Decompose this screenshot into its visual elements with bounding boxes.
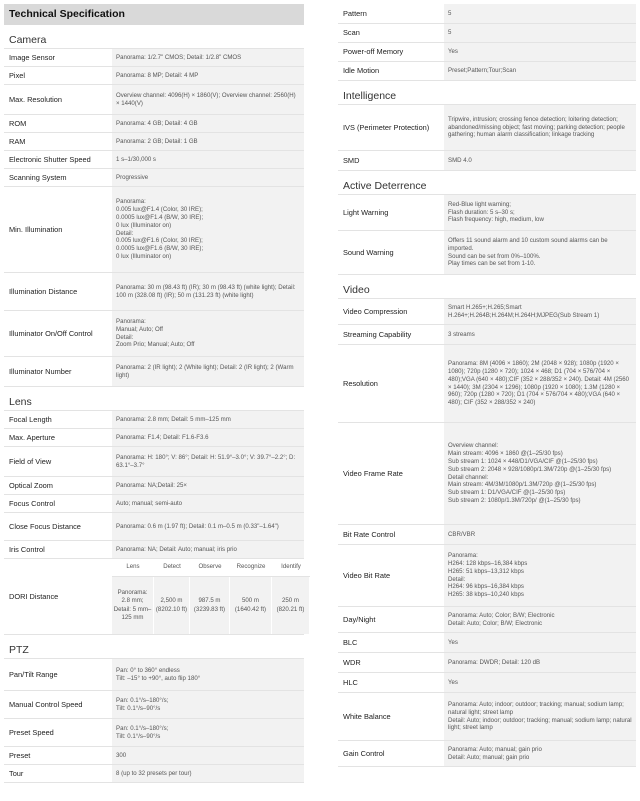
spec-value: Panorama: 2.8 mm; Detail: 5 mm–125 mm xyxy=(112,411,304,428)
spec-label: Video Compression xyxy=(343,306,408,316)
spec-value: Panorama: 30 m (98.43 ft) (IR); 30 m (98.43 ft) (white light); Detail: 100 m (328.08 ft) (IR); 50 m (131.23 ft) (white light) xyxy=(112,273,304,310)
spec-value: Panorama: F1.4; Detail: F1.6-F3.6 xyxy=(112,429,304,446)
spec-value: Offers 11 sound alarm and 10 custom sound alarms can be imported. Sound can be set from 0%–100%. Play times can be set from 1-10. xyxy=(444,231,636,274)
spec-label: Video Bit Rate xyxy=(343,570,391,580)
left-column xyxy=(4,4,304,783)
spec-value: Panorama: 8 MP; Detail: 4 MP xyxy=(112,67,304,84)
spec-value: 3 streams xyxy=(444,325,636,344)
spec-value: Panorama: H264: 128 kbps–16,384 kbps H265: 51 kbps–13,312 kbps Detail: H264: 96 kbps–16,384 kbps H265: 38 kbps–10,240 kbps xyxy=(444,545,636,606)
spec-row xyxy=(338,43,636,62)
dori-row xyxy=(4,559,304,635)
spec-label: Focal Length xyxy=(9,414,52,424)
spec-row xyxy=(4,447,304,477)
dori-header: Detect xyxy=(163,563,181,571)
dori-cell: 500 m (1640.42 ft) xyxy=(230,577,272,634)
spec-row xyxy=(338,633,636,653)
dori-cell: 250 m (820.21 ft) xyxy=(272,577,310,634)
section-heading-lens: Lens xyxy=(4,393,304,411)
spec-row xyxy=(4,357,304,387)
spec-label: IVS (Perimeter Protection) xyxy=(343,122,430,132)
dori-header-row xyxy=(112,559,310,577)
spec-label: BLC xyxy=(343,637,358,647)
spec-value: Pan: 0.1°/s–180°/s; Tilt: 0.1°/s–90°/s xyxy=(112,691,304,718)
spec-value: Pan: 0.1°/s–180°/s; Tilt: 0.1°/s–90°/s xyxy=(112,719,304,746)
spec-label: Manual Control Speed xyxy=(9,699,83,709)
spec-row xyxy=(4,747,304,765)
spec-label: ROM xyxy=(9,118,27,128)
spec-row xyxy=(4,477,304,495)
spec-row xyxy=(338,525,636,545)
spec-value: Panorama: 0.005 lux@F1.4 (Color, 30 IRE); 0.0005 lux@F1.4 (B/W, 30 IRE); 0 lux (Illuminator on) Detail: 0.005 lux@F1.6 (Color, 30 IRE); 0.0005 lux@F1.6 (B/W, 30 IRE); 0 lux (Illuminator on) xyxy=(112,187,304,272)
dori-header: Observe xyxy=(198,563,222,571)
spec-label: Preset Speed xyxy=(9,727,54,737)
spec-value: Panorama: Auto; indoor; outdoor; tracking; manual; sodium lamp; natural light; street lamp Detail: Auto; indoor; outdoor; tracking; manual; sodium lamp; natural light; street lamp xyxy=(444,693,636,740)
spec-label: Pixel xyxy=(9,70,26,80)
spec-value: Panorama: NA;Detail: 25× xyxy=(112,477,304,494)
spec-value: Tripwire, intrusion; crossing fence detection; loitering detection; abandoned/missing object; fast moving; parking detection; people gathering; human alarm classification; linkage tracking xyxy=(444,105,636,150)
spec-value: Panorama: Auto; Color; B/W; Electronic Detail: Auto; Color; B/W; Electronic xyxy=(444,607,636,632)
spec-label: HLC xyxy=(343,677,358,687)
section-heading-active-deterrence: Active Deterrence xyxy=(338,177,636,195)
spec-value: 1 s–1/30,000 s xyxy=(112,151,304,168)
spec-label: RAM xyxy=(9,136,26,146)
dori-table xyxy=(112,559,310,634)
spec-value: Panorama: Auto; manual; gain prio Detail: Auto; manual; gain prio xyxy=(444,741,636,766)
dori-cell: 987.5 m (3239.83 ft) xyxy=(190,577,230,634)
spec-value: Auto; manual; semi-auto xyxy=(112,495,304,512)
spec-row xyxy=(338,653,636,673)
spec-label: Pan/Tilt Range xyxy=(9,669,58,679)
spec-row xyxy=(4,169,304,187)
spec-value: Smart H.265+;H.265;Smart H.264+;H.264B;H.264M;H.264H;MJPEG(Sub Stream 1) xyxy=(444,299,636,324)
spec-label: Electronic Shutter Speed xyxy=(9,154,91,164)
spec-label: Preset xyxy=(9,750,31,760)
spec-label: Pattern xyxy=(343,8,367,18)
spec-label: Close Focus Distance xyxy=(9,521,81,531)
spec-row xyxy=(4,411,304,429)
spec-row xyxy=(4,659,304,691)
spec-row xyxy=(338,325,636,345)
spec-value: Pan: 0° to 360° endless Tilt: –15° to +90°, auto flip 180° xyxy=(112,659,304,690)
spec-row xyxy=(4,765,304,783)
spec-label: Power-off Memory xyxy=(343,47,404,57)
spec-row xyxy=(338,231,636,275)
spec-label: Iris Control xyxy=(9,544,45,554)
spec-value: Yes xyxy=(444,43,636,61)
section-video xyxy=(338,299,636,767)
spec-row xyxy=(338,607,636,633)
section-ptz xyxy=(4,659,304,783)
spec-value: Yes xyxy=(444,673,636,692)
spec-value: Progressive xyxy=(112,169,304,186)
spec-row xyxy=(4,311,304,357)
spec-label: SMD xyxy=(343,155,360,165)
spec-row xyxy=(338,693,636,741)
spec-value: Yes xyxy=(444,633,636,652)
spec-row xyxy=(4,67,304,85)
section-intelligence xyxy=(338,105,636,171)
spec-label: Tour xyxy=(9,768,24,778)
spec-label: Optical Zoom xyxy=(9,480,53,490)
spec-row xyxy=(338,545,636,607)
spec-label: Illuminator On/Off Control xyxy=(9,328,93,338)
right-column xyxy=(338,4,636,767)
spec-label: Max. Aperture xyxy=(9,432,56,442)
spec-label: Illuminator Number xyxy=(9,366,72,376)
spec-label: Field of View xyxy=(9,456,52,466)
spec-row xyxy=(4,513,304,541)
section-ptz-continued xyxy=(338,4,636,81)
spec-row xyxy=(4,133,304,151)
spec-row xyxy=(4,151,304,169)
section-heading-video: Video xyxy=(338,281,636,299)
spec-value: Red-Blue light warning; Flash duration: 5 s–30 s; Flash frequency: high, medium, low xyxy=(444,195,636,230)
spec-value: Panorama: 0.6 m (1.97 ft); Detail: 0.1 m–0.5 m (0.33"–1.64") xyxy=(112,513,304,540)
spec-row xyxy=(4,719,304,747)
spec-row xyxy=(4,115,304,133)
spec-value: Overview channel: Main stream: 4096 × 1860 @(1–25/30 fps) Sub stream 1: 1024 × 448/D1/VGA/CIF @(1–25/30 fps) Sub stream 2: 2048 × 928/1080p/1.3M/720p @(1–25/30 fps) Detail channel: Main stream: 4M/3M/1080p/1.3M/720p @(1–25/30 fps) Sub stream 1: D1/VGA/CIF @(1–25/30 fps) Sub stream 2: 1080p/1.3M/720p/ @(1–25/30 fps) xyxy=(444,423,636,524)
spec-value: SMD 4.0 xyxy=(444,151,636,170)
spec-label: Bit Rate Control xyxy=(343,529,396,539)
section-heading-intelligence: Intelligence xyxy=(338,87,636,105)
spec-row xyxy=(338,423,636,525)
spec-row xyxy=(4,429,304,447)
spec-label: WDR xyxy=(343,657,361,667)
spec-row xyxy=(4,187,304,273)
spec-label: Min. Illumination xyxy=(9,224,63,234)
spec-value: Panorama: 1/2.7" CMOS; Detail: 1/2.8" CMOS xyxy=(112,49,304,66)
spec-label: Focus Control xyxy=(9,498,56,508)
dori-cell: Panorama: 2.8 mm; Detail: 5 mm–125 mm xyxy=(112,577,154,634)
section-heading-ptz: PTZ xyxy=(4,641,304,659)
spec-row xyxy=(338,741,636,767)
spec-label: Video Frame Rate xyxy=(343,468,403,478)
spec-label: White Balance xyxy=(343,711,391,721)
spec-row xyxy=(338,151,636,171)
spec-value: 300 xyxy=(112,747,304,764)
spec-value: CBR/VBR xyxy=(444,525,636,544)
spec-value: Panorama: H: 180°; V: 86°; Detail: H: 51.9°–3.0°; V: 39.7°–2.2°; D: 63.1°–3.7° xyxy=(112,447,304,476)
dori-value-row xyxy=(112,577,310,634)
spec-label: Scanning System xyxy=(9,172,67,182)
spec-value: Panorama: DWDR; Detail: 120 dB xyxy=(444,653,636,672)
spec-label: Resolution xyxy=(343,378,378,388)
spec-row xyxy=(338,299,636,325)
spec-value: Panorama: Manual; Auto; Off Detail: Zoom Prio; Manual; Auto; Off xyxy=(112,311,304,356)
spec-row xyxy=(338,105,636,151)
spec-value: Preset;Pattern;Tour;Scan xyxy=(444,62,636,80)
spec-value: 8 (up to 32 presets per tour) xyxy=(112,765,304,782)
spec-value: Overview channel: 4096(H) × 1860(V); Overview channel: 2560(H) × 1440(V) xyxy=(112,85,304,114)
spec-row xyxy=(4,495,304,513)
spec-row xyxy=(338,24,636,43)
spec-label: DORI Distance xyxy=(9,591,59,601)
page-title: Technical Specification xyxy=(4,4,304,25)
spec-row xyxy=(4,541,304,559)
spec-label: Idle Motion xyxy=(343,66,380,76)
spec-label: Light Warning xyxy=(343,207,389,217)
spec-row xyxy=(338,195,636,231)
section-camera xyxy=(4,49,304,387)
spec-label: Day/Night xyxy=(343,614,376,624)
spec-row xyxy=(4,85,304,115)
spec-value: Panorama: 2 (IR light); 2 (White light); Detail: 2 (IR light); 2 (Warm light) xyxy=(112,357,304,386)
spec-label: Image Sensor xyxy=(9,52,56,62)
dori-header: Recognize xyxy=(236,563,266,571)
spec-row xyxy=(338,62,636,81)
spec-label: Illumination Distance xyxy=(9,286,78,296)
spec-row xyxy=(4,49,304,67)
spec-value: Panorama: 8M (4096 × 1860); 2M (2048 × 928); 1080p (1920 × 1080); 720p (1280 × 720); 1024 × 468; D1 (704 × 576/704 × 480);VGA (640 × 480);CIF (352 × 288/352 × 240). Detail: 4M (2560 × 1440); 3M (2304 × 1296); 1080p (1920 × 1080); 1.3M (1280 × 960); 720p (1280 × 720); D1 (704 × 576/704 × 480);VGA (640 × 480); CIF (352 × 288/352 × 240) xyxy=(444,345,636,422)
section-heading-camera: Camera xyxy=(4,31,304,49)
spec-value: Panorama: 2 GB; Detail: 1 GB xyxy=(112,133,304,150)
spec-value: Panorama: 4 GB; Detail: 4 GB xyxy=(112,115,304,132)
spec-row xyxy=(338,673,636,693)
spec-label: Streaming Capability xyxy=(343,329,412,339)
spec-value: Panorama: NA; Detail: Auto; manual; iris prio xyxy=(112,541,304,558)
section-active-deterrence xyxy=(338,195,636,275)
spec-row xyxy=(4,691,304,719)
spec-label: Sound Warning xyxy=(343,247,394,257)
dori-cell: 2,500 m (8202.10 ft) xyxy=(154,577,190,634)
section-lens xyxy=(4,411,304,635)
dori-header: Identify xyxy=(281,563,301,571)
spec-row xyxy=(338,345,636,423)
spec-row xyxy=(338,4,636,24)
spec-label: Scan xyxy=(343,28,360,38)
spec-value: 5 xyxy=(444,24,636,42)
spec-label: Gain Control xyxy=(343,748,385,758)
spec-value: 5 xyxy=(444,4,636,23)
spec-label: Max. Resolution xyxy=(9,94,62,104)
spec-row xyxy=(4,273,304,311)
dori-header: Lens xyxy=(126,563,140,571)
